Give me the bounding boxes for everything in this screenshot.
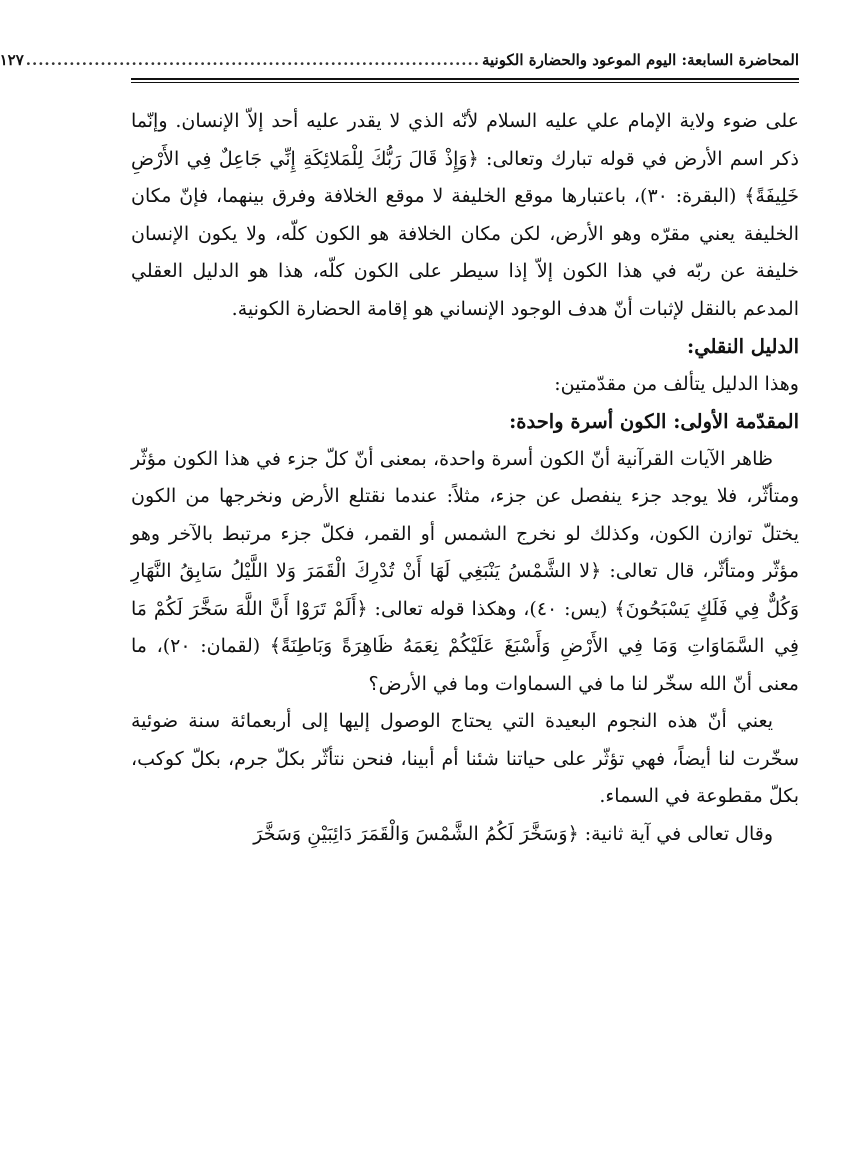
paragraph-khilafa: على ضوء ولاية الإمام علي عليه السلام لأنّه الذي لا يقدر عليه أحد إلاّ الإنسان. وإنّما ذكر اسم الأرض في قوله تبارك وتعالى: ﴿وَإِذْ قَالَ رَبُّكَ لِلْمَلائِكَةِ إِنِّي جَاعِلٌ فِي الأَرْضِ خَلِيفَةً﴾ (البقرة: ٣٠)، باعتبارها موقع الخليفة لا موقع الخلافة وفرق بينهما، فإنّ مكان الخليفة يعني مقرّه وهو الأرض، لكن مكان الخلافة هو الكون كلّه، ولا يكون الإنسان خليفة عن ربّه في هذا الكون إلاّ إذا سيطر على الكون كلّه، هذا هو الدليل العقلي المدعم بالنقل لإثبات أنّ هدف الوجود الإنساني هو إقامة الحضارة الكونية.: [131, 110, 799, 320]
paragraph-universe-family: ظاهر الآيات القرآنية أنّ الكون أسرة واحدة، بمعنى أنّ كلّ جزء في هذا الكون مؤثّر ومتأثّر، فلا يوجد جزء ينفصل عن جزء، مثلاً: عندما نقتلع الأرض ونخرجها من الكون يختلّ توازن الكون، وكذلك لو نخرج الشمس أو القمر، فكلّ جزء مرتبط بالآخر وهو مؤثّر ومتأثّر، قال تعالى: ﴿لا الشَّمْسُ يَنْبَغِي لَهَا أَنْ تُدْرِكَ الْقَمَرَ وَلا اللَّيْلُ سَابِقُ النَّهَارِ وَكُلٌّ فِي فَلَكٍ يَسْبَحُونَ﴾ (يس: ٤٠)، وهكذا قوله تعالى: ﴿أَلَمْ تَرَوْا أَنَّ اللَّهَ سَخَّرَ لَكُمْ مَا فِي السَّمَاوَاتِ وَمَا فِي الأَرْضِ وَأَسْبَغَ عَلَيْكُمْ نِعَمَهُ ظَاهِرَةً وَبَاطِنَةً﴾ (لقمان: ٢٠)، ما معنى أنّ الله سخّر لنا ما في السماوات وما في الأرض؟: [131, 447, 799, 695]
body-text: [131, 103, 799, 853]
running-header: [0, 48, 799, 72]
paragraph-two-premises: وهذا الدليل يتألف من مقدّمتين:: [554, 372, 799, 395]
paragraph-distant-stars: يعني أنّ هذه النجوم البعيدة التي يحتاج الوصول إليها إلى أربعمائة سنة ضوئية سخّرت لنا أيضاً، فهي تؤثّر على حياتنا شئنا أم أبينا، فنحن نتأثّر بكلّ جرم، بكلّ كوكب، بكلّ مقطوعة في السماء.: [131, 710, 799, 807]
heading-naqli-evidence: الدليل النقلي:: [687, 335, 799, 358]
page-number: ١٢٧: [0, 51, 24, 69]
book-page: [0, 48, 799, 853]
header-rule: [131, 78, 799, 83]
chapter-title: المحاضرة السابعة: اليوم الموعود والحضارة الكونية: [481, 51, 799, 69]
paragraph-second-verse: وقال تعالى في آية ثانية: ﴿وَسَخَّرَ لَكُمُ الشَّمْسَ وَالْقَمَرَ دَائِبَيْنِ وَسَخَّرَ: [253, 822, 773, 845]
dot-leader: .........................................................................: [25, 51, 480, 69]
heading-first-premise: المقدّمة الأولى: الكون أسرة واحدة:: [509, 410, 799, 433]
